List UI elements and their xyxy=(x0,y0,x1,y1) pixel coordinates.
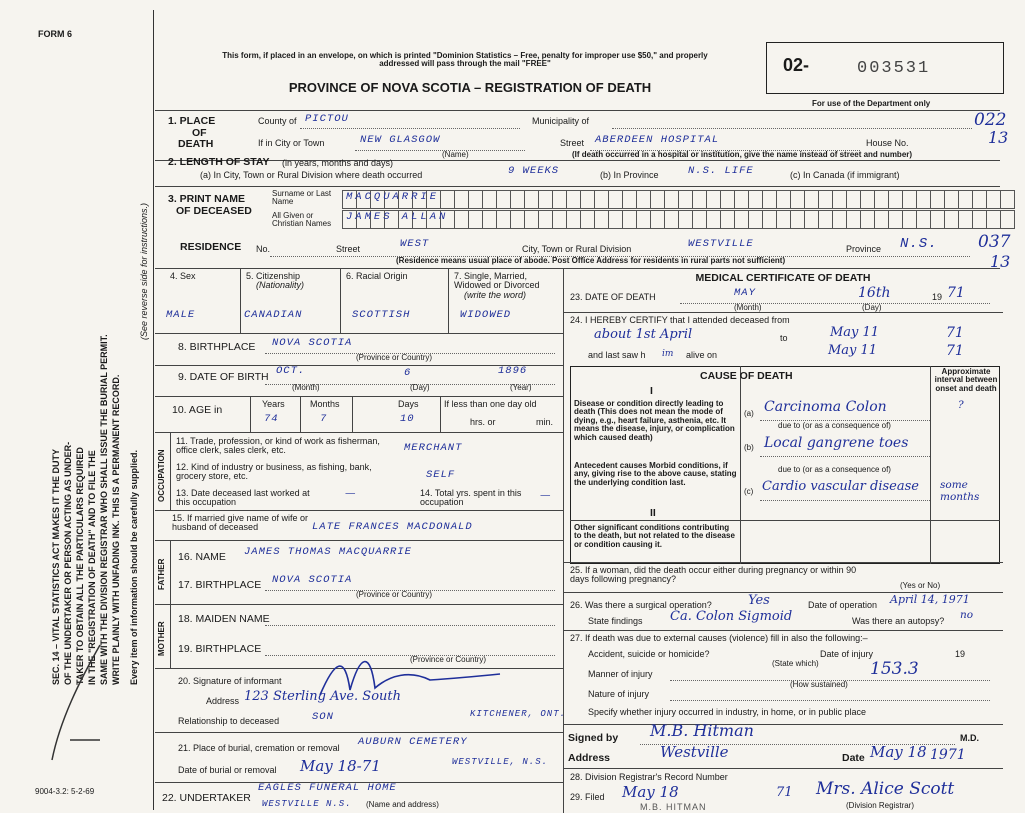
surname-label: Surname or Last Name xyxy=(272,189,332,207)
surname-cells xyxy=(342,190,1015,209)
last-saw-mid: im xyxy=(662,349,674,359)
margin-code-4: 13 xyxy=(990,252,1011,271)
burial-place-2: WESTVILLE, N.S. xyxy=(452,757,549,767)
death-date-label: 23. DATE OF DEATH xyxy=(570,292,656,302)
name-label-1: 3. PRINT NAME xyxy=(168,193,246,205)
residence-street-label: Street xyxy=(336,244,361,254)
dob-month: OCT. xyxy=(276,365,306,377)
q27-label: 27. If death was due to external causes (violence) fill in also the following:– xyxy=(570,633,868,643)
father-name-label: 16. NAME xyxy=(178,551,226,563)
attended-to-label: to xyxy=(780,333,788,343)
attended-year-a: 71 xyxy=(946,325,964,341)
age-days: 10 xyxy=(400,413,415,425)
mother-birthplace-label: 19. BIRTHPLACE xyxy=(178,643,262,655)
attended-from: about 1st April xyxy=(594,327,693,342)
residence-no-label: No. xyxy=(256,244,271,254)
specify-label: Specify whether injury occurred in industry, in home, or in public place xyxy=(588,707,866,717)
spouse-label: 15. If married give name of wife or husband of deceased xyxy=(172,513,309,533)
undertaker-label: 22. UNDERTAKER xyxy=(162,792,251,804)
age-min-label: min. xyxy=(536,417,554,427)
age-months: 7 xyxy=(320,413,328,425)
sex-label: 4. Sex xyxy=(170,271,196,281)
death-date-day: 16th xyxy=(858,285,891,301)
interval-header: Approximate interval between onset and death xyxy=(934,367,998,393)
informant-sig-label: 20. Signature of informant xyxy=(178,676,282,686)
age-years-label: Years xyxy=(262,399,285,409)
marital-hint: (write the word) xyxy=(464,289,527,300)
informant-address: 123 Sterling Ave. South xyxy=(244,689,401,704)
side-line-5: SAME WITH THE DIVISION REGISTRAR WHO SHALL ISSUE THE BURIAL PERMIT. xyxy=(99,334,109,685)
attended-to: May 11 xyxy=(830,325,880,340)
sig-date: May 18 xyxy=(870,743,927,761)
father-name: JAMES THOMAS MACQUARRIE xyxy=(244,546,412,558)
age-years: 74 xyxy=(264,413,279,425)
state-which-hint: (State which) xyxy=(772,659,819,668)
margin-code-2: 13 xyxy=(988,128,1009,147)
q26-findings: Ca. Colon Sigmoid xyxy=(670,609,793,624)
stay-b-value: N.S. LIFE xyxy=(688,165,754,177)
birthplace-value: NOVA SCOTIA xyxy=(272,337,353,349)
dob-month-hint: (Month) xyxy=(292,383,320,392)
side-line-1: SEC. 14 – VITAL STATISTICS ACT MAKES IT THE DUTY xyxy=(51,448,61,685)
citizenship-value: CANADIAN xyxy=(244,309,303,321)
immediate-cause-label: Disease or condition directly leading to death (This does not mean the mode of dying, e.g., heart failure, asthenia, etc. It means the disease, injury, or complication which caused death) xyxy=(574,399,735,442)
occupation-side-label: OCCUPATION xyxy=(157,449,166,502)
total-years-value: — xyxy=(540,489,551,501)
residence-street: WEST xyxy=(400,238,430,250)
antecedent-label: Antecedent causes Morbid conditions, if any, giving rise to the above cause, stating the underlying condition last. xyxy=(574,461,737,487)
street-value: ABERDEEN HOSPITAL xyxy=(595,134,720,146)
relation-value: SON xyxy=(312,711,334,723)
death-date-month: MAY xyxy=(734,287,756,299)
citizenship-hint: (Nationality) xyxy=(256,280,305,291)
death-month-hint: (Month) xyxy=(734,303,762,312)
form-code: 9004-3.2: 5-2-69 xyxy=(35,787,95,796)
interval-c: some months xyxy=(940,479,980,503)
citizenship-label xyxy=(246,272,304,291)
burial-place-label: 21. Place of burial, cremation or removal xyxy=(178,743,340,753)
citizenship-label-text: 5. Citizenship xyxy=(246,271,301,281)
relation-label: Relationship to deceased xyxy=(178,716,280,726)
residence-city-label: City, Town or Rural Division xyxy=(522,244,632,254)
municipality-label: Municipality of xyxy=(532,116,590,126)
name-label xyxy=(168,194,252,217)
given-value: JAMES ALLAN xyxy=(346,211,449,223)
manner-label: Manner of injury xyxy=(588,669,653,679)
injury-year: 19 xyxy=(955,649,966,659)
q28-label: 28. Division Registrar's Record Number xyxy=(570,772,728,782)
undertaker-hint: (Name and address) xyxy=(366,800,439,809)
city-label: If in City or Town xyxy=(258,138,325,148)
dob-year-hint: (Year) xyxy=(510,383,532,392)
manner-value: 153.3 xyxy=(870,659,919,679)
roman-2: II xyxy=(650,507,656,519)
street-label: Street xyxy=(560,138,585,148)
cause-c: Cardio vascular disease xyxy=(762,479,919,494)
stay-c-label: (c) In Canada (if immigrant) xyxy=(790,170,900,180)
mother-maiden-label: 18. MAIDEN NAME xyxy=(178,613,270,625)
father-birthplace-hint: (Province or Country) xyxy=(356,590,433,599)
other-conditions-label: Other significant conditions contributing to the death, but not related to the disease or condition causing it. xyxy=(574,523,735,549)
q29-filed: May 18 xyxy=(622,783,679,801)
page-title: PROVINCE OF NOVA SCOTIA – REGISTRATION OF DEATH xyxy=(288,80,652,95)
industry-value: SELF xyxy=(426,469,456,481)
death-day-hint: (Day) xyxy=(862,303,882,312)
sex-value: MALE xyxy=(166,309,196,321)
q29-registrar-hint: (Division Registrar) xyxy=(846,801,915,810)
q26-findings-label: State findings xyxy=(588,616,643,626)
dob-day-hint: (Day) xyxy=(410,383,430,392)
q26-date: April 14, 1971 xyxy=(890,593,970,606)
surname-value: MACQUARRIE xyxy=(346,191,440,203)
sig-year: 1971 xyxy=(930,747,966,763)
cause-a-label: (a) xyxy=(744,409,754,418)
father-birthplace: NOVA SCOTIA xyxy=(272,574,353,586)
father-birthplace-label: 17. BIRTHPLACE xyxy=(178,579,262,591)
burial-date: May 18-71 xyxy=(300,757,381,775)
cause-header: CAUSE OF DEATH xyxy=(700,370,793,382)
marital-label-text: 7. Single, Married, Widowed or Divorced xyxy=(454,271,540,291)
hospital-hint: (If death occurred in a hospital or institution, give the name instead of street and number) xyxy=(572,150,913,159)
age-months-label: Months xyxy=(310,399,340,409)
burial-date-label: Date of burial or removal xyxy=(178,765,277,775)
cause-b-label: (b) xyxy=(744,443,754,452)
racial-value: SCOTTISH xyxy=(352,309,411,321)
q26-autopsy: no xyxy=(960,609,974,621)
roman-1: I xyxy=(650,385,653,397)
q25-hint: (Yes or No) xyxy=(900,581,941,590)
q29-stamp: M.B. HITMAN xyxy=(640,802,707,812)
md-label: M.D. xyxy=(960,733,979,743)
registration-number: 003531 xyxy=(857,59,931,78)
undertaker-value: EAGLES FUNERAL HOME xyxy=(258,782,397,794)
side-line-6: WRITE PLAINLY WITH UNFADING INK. THIS IS A PERMANENT RECORD. xyxy=(111,374,121,685)
father-side-label: FATHER xyxy=(157,558,166,590)
last-worked-label: 13. Date deceased last worked at this occupation xyxy=(176,488,310,508)
informant-address-label: Address xyxy=(206,696,240,706)
residence-province: N.S. xyxy=(900,236,938,252)
last-saw-label: and last saw h xyxy=(588,350,646,360)
stay-a-label: (a) In City, Town or Rural Division where death occurred xyxy=(200,170,423,180)
cause-a: Carcinoma Colon xyxy=(764,399,887,415)
residence-city: WESTVILLE xyxy=(688,238,754,250)
q26-label: 26. Was there a surgical operation? xyxy=(570,600,712,610)
cause-c-label: (c) xyxy=(744,487,754,496)
name-label-2: OF DECEASED xyxy=(176,204,252,217)
nature-label: Nature of injury xyxy=(588,689,650,699)
burial-place: AUBURN CEMETERY xyxy=(358,736,468,748)
sig-address: Westville xyxy=(660,743,729,761)
cause-b: Local gangrene toes xyxy=(764,435,909,451)
q25-label: 25. If a woman, did the death occur either during pregnancy or within 90 days following pregnancy? xyxy=(570,565,857,585)
age-label: 10. AGE in xyxy=(172,404,223,416)
marital-value: WIDOWED xyxy=(460,309,512,321)
mother-side-label: MOTHER xyxy=(157,621,166,656)
spouse-value: LATE FRANCES MACDONALD xyxy=(312,521,473,533)
county-value: PICTOU xyxy=(305,113,349,125)
place-label-num: 1. PLACE xyxy=(168,115,216,127)
death-year: 71 xyxy=(947,285,965,301)
side-line-8: (See reverse side for instructions.) xyxy=(139,202,149,340)
birthplace-label: 8. BIRTHPLACE xyxy=(178,341,256,353)
sig-date-label: Date xyxy=(842,752,865,764)
medical-header: MEDICAL CERTIFICATE OF DEATH xyxy=(695,272,871,284)
dob-year: 1896 xyxy=(498,365,528,377)
dob-day: 6 xyxy=(404,367,412,379)
q26-value: Yes xyxy=(748,593,770,608)
dept-use-label: For use of the Department only xyxy=(812,99,931,108)
due-to-2: due to (or as a consequence of) xyxy=(778,465,891,474)
birthplace-hint: (Province or Country) xyxy=(356,353,433,362)
last-saw-date: May 11 xyxy=(828,343,878,358)
q26-autopsy-label: Was there an autopsy? xyxy=(852,616,945,626)
stay-b-label: (b) In Province xyxy=(600,170,659,180)
signed-by-label: Signed by xyxy=(568,732,619,744)
side-line-3: TAKER TO OBTAIN ALL THE PARTICULARS REQUIRED xyxy=(75,447,85,685)
stay-label: 2. LENGTH OF STAY xyxy=(168,156,270,168)
attended-year-b: 71 xyxy=(946,343,964,359)
residence-hint: (Residence means usual place of abode. Post Office Address for residents in rural parts not sufficient) xyxy=(396,256,786,265)
county-label: County of xyxy=(258,116,297,126)
city-value: NEW GLASGOW xyxy=(360,134,441,146)
racial-label: 6. Racial Origin xyxy=(346,271,408,281)
residence-label: RESIDENCE xyxy=(180,241,242,253)
residence-province-label: Province xyxy=(846,244,882,254)
informant-address-2: KITCHENER, ONT. xyxy=(470,709,567,719)
undertaker-value-2: WESTVILLE N.S. xyxy=(262,799,352,809)
mother-birthplace-hint: (Province or Country) xyxy=(410,655,487,664)
dob-label: 9. DATE OF BIRTH xyxy=(178,371,269,383)
alive-on-label: alive on xyxy=(686,350,718,360)
place-label-of: OF xyxy=(192,126,207,139)
industry-label: 12. Kind of industry or business, as fishing, bank, grocery store, etc. xyxy=(176,462,372,482)
trade-value: MERCHANT xyxy=(404,442,463,454)
margin-code-3: 037 xyxy=(978,232,1011,252)
injury-date-label: Date of injury xyxy=(820,649,874,659)
city-name-hint: (Name) xyxy=(442,150,469,159)
age-days-label: Days xyxy=(398,399,419,409)
pen-stroke-mark xyxy=(40,640,130,770)
accident-label: Accident, suicide or homicide? xyxy=(588,649,710,659)
envelope-note: This form, if placed in an envelope, on which is printed "Dominion Statistics – Free, penalty for improper use $50," and properly addressed will pass through the mail "FREE" xyxy=(222,51,708,69)
signed-by-value: M.B. Hitman xyxy=(650,721,754,740)
side-line-2: OF THE UNDERTAKER OR PERSON ACTING AS UNDER- xyxy=(63,441,73,685)
registration-number-box xyxy=(766,42,1004,94)
margin-code-1: 022 xyxy=(974,110,1007,130)
death-year-prefix: 19 xyxy=(932,292,943,302)
side-line-7: Every item of information should be carefully supplied. xyxy=(129,449,139,685)
due-to-1: due to (or as a consequence of) xyxy=(778,421,891,430)
marital-label xyxy=(454,272,562,300)
q26-date-label: Date of operation xyxy=(808,600,878,610)
interval-a: ? xyxy=(958,399,964,411)
total-years-label: 14. Total yrs. spent in this occupation xyxy=(420,488,522,508)
side-line-4: IN THE "REGISTRATION OF DEATH" AND TO FILE THE xyxy=(87,450,97,685)
sustained-hint: (How sustained) xyxy=(790,680,848,689)
certify-label: 24. I HEREBY CERTIFY that I attended deceased from xyxy=(570,315,790,325)
q29-year: 71 xyxy=(776,785,793,800)
place-label-death: DEATH xyxy=(178,138,214,151)
form-number: FORM 6 xyxy=(38,29,73,39)
sig-address-label: Address xyxy=(568,752,611,764)
registration-prefix: 02- xyxy=(783,55,810,75)
place-label xyxy=(168,116,228,151)
age-hrs-label: hrs. or xyxy=(470,417,496,427)
age-less-label: If less than one day old xyxy=(444,399,537,409)
trade-label: 11. Trade, profession, or kind of work as fisherman, office clerk, sales clerk, etc. xyxy=(176,436,380,456)
house-label: House No. xyxy=(866,138,909,148)
q29-registrar: Mrs. Alice Scott xyxy=(816,779,955,799)
stay-a-value: 9 WEEKS xyxy=(508,165,560,177)
q29-label: 29. Filed xyxy=(570,792,605,802)
last-worked-value: — xyxy=(345,487,356,499)
given-label: All Given or Christian Names xyxy=(272,211,332,229)
stay-hint: (in years, months and days) xyxy=(282,158,394,168)
